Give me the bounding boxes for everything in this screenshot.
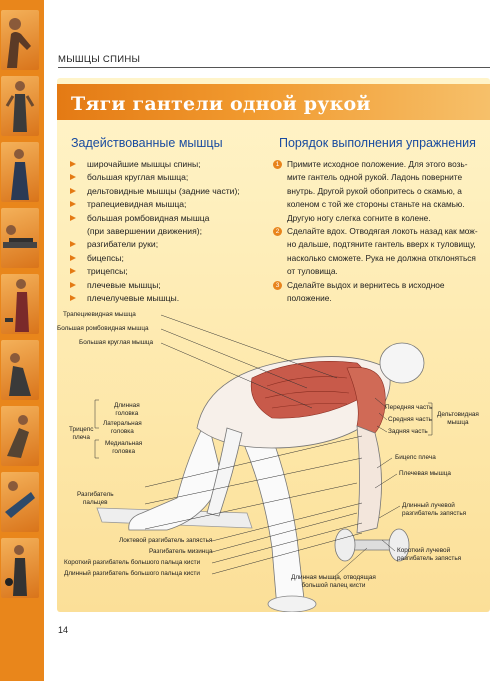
- exercise-photo: [1, 10, 39, 70]
- label-thumb-short-extensor: Короткий разгибатель большого пальца кисти: [64, 559, 201, 566]
- label-deltoid: Дельтовидная мышца: [437, 411, 479, 426]
- page-number: 14: [58, 625, 69, 635]
- muscles-list: [65, 158, 270, 305]
- label-biceps: Бицепс плеча: [395, 454, 436, 461]
- label-ulnar-extensor: Локтевой разгибатель запястья: [119, 537, 213, 544]
- step-number-icon: 1: [273, 160, 282, 169]
- list-item: (при завершении движения);: [87, 226, 202, 237]
- step-item: 2 Сделайте вдох. Отводягая локоть назад как мож- но дальше, подтяните гантель вверх к туловищу, насколько сможете. Рука не должна отклоняться от туловища.: [273, 225, 485, 279]
- list-item: большая круглая мышца;: [65, 171, 270, 184]
- list-item: трапециевидная мышца;: [65, 198, 270, 211]
- exercise-photo: [1, 142, 39, 202]
- anatomy-illustration: [57, 308, 490, 612]
- exercise-photo: [1, 76, 39, 136]
- label-teres-major: Большая круглая мышца: [79, 339, 154, 346]
- step-number-icon: 3: [273, 281, 282, 290]
- list-item: плечелучевые мышцы.: [65, 292, 270, 305]
- muscles-heading: Задействованные мышцы: [71, 136, 223, 150]
- step-number-icon: 2: [273, 227, 282, 236]
- label-lateral-head: Латеральная головка: [103, 420, 142, 435]
- step-item: 3 Сделайте выдох и вернитесь в исходное положение.: [273, 279, 485, 306]
- label-deltoid-middle: Средняя часть: [388, 416, 432, 423]
- exercise-photo: [1, 406, 39, 466]
- exercise-photo: [1, 274, 39, 334]
- exercise-card: [57, 78, 490, 612]
- list-item: плечевые мышцы;: [65, 279, 270, 292]
- label-triceps: Трицепс плеча: [69, 426, 94, 441]
- label-long-head: Длинная головка: [114, 402, 140, 417]
- triangle-bullet-icon: [70, 161, 76, 167]
- label-pinky-extensor: Разгибатель мизинца: [149, 548, 213, 555]
- exercise-photo: [1, 472, 39, 532]
- steps-list: [273, 158, 485, 305]
- steps-heading: Порядок выполнения упражнения: [279, 136, 476, 150]
- exercise-photo: [1, 538, 39, 598]
- section-divider: [58, 67, 490, 68]
- list-item: бицепсы;: [65, 252, 270, 265]
- label-radial-short-extensor: Короткий лучевой разгибатель запястья: [397, 547, 462, 562]
- triangle-bullet-icon: [70, 241, 76, 247]
- label-brachialis: Плечевая мышца: [399, 470, 451, 477]
- list-item: большая ромбовидная мышца: [65, 212, 270, 225]
- title-band: [57, 84, 490, 120]
- step-item: 1 Примите исходное положение. Для этого возь- мите гантель одной рукой. Ладонь поверните внутрь. Другой рукой обопритесь о скамью, а коленом с той же стороны станьте на скамью. Другую ногу слегка согните в колене.: [273, 158, 485, 225]
- photo-strip: [0, 0, 44, 681]
- list-item: широчайшие мышцы спины;: [65, 158, 270, 171]
- label-trapezius: Трапециевидная мышца: [63, 311, 136, 318]
- exercise-photo: [1, 340, 39, 400]
- label-rhomboid: Большая ромбовидная мышца: [57, 325, 149, 332]
- list-item: разгибатели руки;: [65, 238, 270, 251]
- label-deltoid-front: Передняя часть: [385, 404, 433, 411]
- label-medial-head: Медиальная головка: [105, 440, 143, 455]
- exercise-photo: [1, 208, 39, 268]
- list-item: дельтовидные мышцы (задние части);: [65, 185, 270, 198]
- section-title: МЫШЦЫ СПИНЫ: [58, 54, 141, 65]
- triangle-bullet-icon: [70, 188, 76, 194]
- label-deltoid-back: Задняя часть: [388, 428, 428, 435]
- triangle-bullet-icon: [70, 201, 76, 207]
- label-radial-long-extensor: Длинный лучевой разгибатель запястья: [402, 502, 467, 517]
- triangle-bullet-icon: [70, 174, 76, 180]
- label-thumb-long-extensor: Длинный разгибатель большого пальца кисти: [64, 570, 200, 577]
- triangle-bullet-icon: [70, 282, 76, 288]
- triangle-bullet-icon: [70, 215, 76, 221]
- list-item: трицепсы;: [65, 265, 270, 278]
- triangle-bullet-icon: [70, 295, 76, 301]
- triangle-bullet-icon: [70, 255, 76, 261]
- triangle-bullet-icon: [70, 268, 76, 274]
- label-finger-extensor: Разгибатель пальцев: [77, 491, 114, 506]
- label-thumb-abductor: Длинная мышца, отводящая большой палец кисти: [291, 574, 376, 589]
- exercise-title: Тяги гантели одной рукой: [71, 93, 371, 115]
